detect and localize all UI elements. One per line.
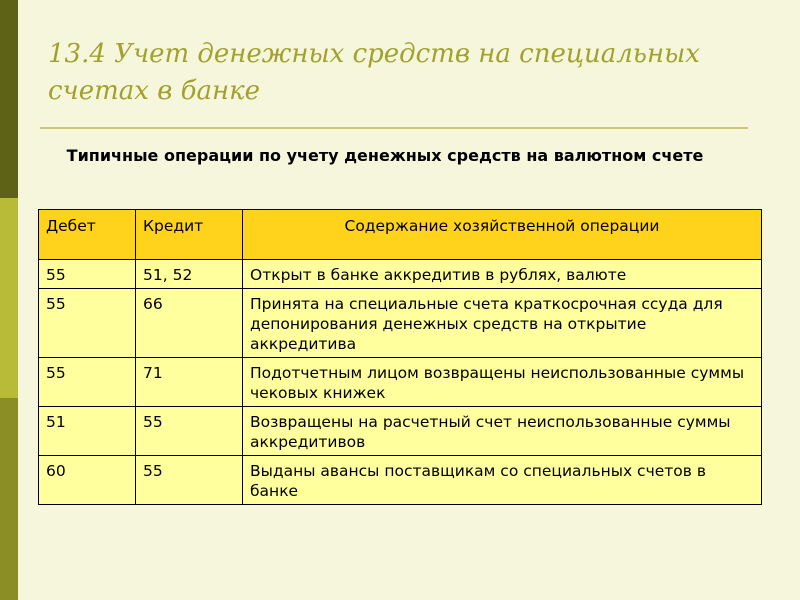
cell-debit: 55 <box>39 289 136 358</box>
side-bar-segment-top <box>0 0 18 198</box>
side-accent-bar <box>0 0 18 600</box>
side-bar-segment-middle <box>0 198 18 398</box>
cell-content: Выданы авансы поставщикам со специальных счетов в банке <box>243 456 762 505</box>
cell-credit: 55 <box>136 456 243 505</box>
header-row <box>39 210 762 260</box>
cell-debit: 55 <box>39 358 136 407</box>
cell-content: Принята на специальные счета краткосрочная ссуда для депонирования денежных средств на открытие аккредитива <box>243 289 762 358</box>
cell-credit: 66 <box>136 289 243 358</box>
table-row <box>39 407 762 456</box>
title-divider <box>40 127 748 129</box>
header-debit: Дебет <box>39 210 136 260</box>
side-bar-segment-bottom <box>0 398 18 600</box>
cell-content: Возвращены на расчетный счет неиспользованные суммы аккредитивов <box>243 407 762 456</box>
cell-debit: 51 <box>39 407 136 456</box>
slide-title: 13.4 Учет денежных средств на специальных счетах в банке <box>48 39 700 106</box>
cell-credit: 51, 52 <box>136 260 243 289</box>
table-body <box>39 260 762 505</box>
cell-credit: 71 <box>136 358 243 407</box>
table-header <box>39 210 762 260</box>
cell-debit: 60 <box>39 456 136 505</box>
table-caption: Типичные операции по учету денежных средств на валютном счете <box>66 146 704 165</box>
cell-content: Подотчетным лицом возвращены неиспользованные суммы чековых книжек <box>243 358 762 407</box>
table-row <box>39 260 762 289</box>
operations-table <box>38 209 762 505</box>
table-row <box>39 456 762 505</box>
header-credit: Кредит <box>136 210 243 260</box>
cell-content: Открыт в банке аккредитив в рублях, валюте <box>243 260 762 289</box>
table-row <box>39 289 762 358</box>
cell-debit: 55 <box>39 260 136 289</box>
table-row <box>39 358 762 407</box>
header-content: Содержание хозяйственной операции <box>243 210 762 260</box>
cell-credit: 55 <box>136 407 243 456</box>
